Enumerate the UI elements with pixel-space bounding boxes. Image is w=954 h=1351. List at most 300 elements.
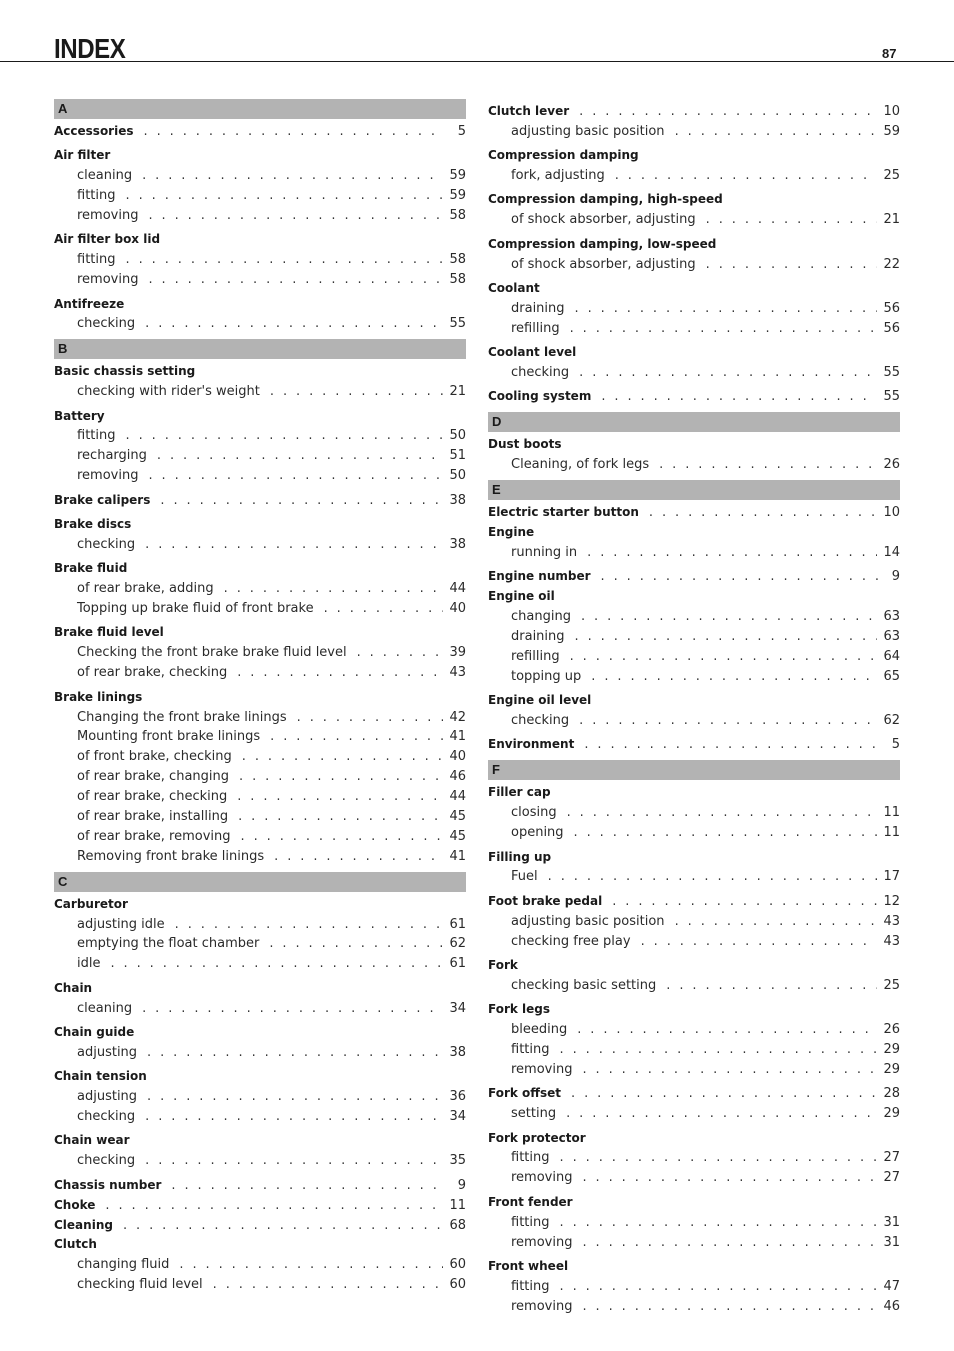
index-entry — [54, 143, 466, 163]
dot-leader — [148, 208, 443, 223]
index-subentry — [54, 312, 466, 332]
index-subterm: refilling — [511, 648, 560, 664]
index-page-number: 34 — [449, 1000, 466, 1016]
index-subterm: removing — [511, 1234, 573, 1250]
index-subterm: setting — [511, 1106, 557, 1122]
index-entry — [54, 1193, 466, 1213]
dot-leader — [675, 124, 878, 139]
dot-leader — [579, 713, 877, 728]
index-subentry — [488, 708, 900, 728]
dot-leader — [144, 124, 445, 139]
index-subterm: adjusting basic position — [511, 913, 665, 929]
index-page-number: 11 — [449, 1197, 466, 1213]
index-page-number: 26 — [883, 457, 900, 473]
index-page-number: 5 — [457, 123, 466, 139]
index-subentry — [488, 644, 900, 664]
dot-leader — [582, 1235, 877, 1250]
index-subterm: fitting — [77, 252, 116, 268]
dot-leader — [145, 1109, 443, 1124]
index-entry — [54, 976, 466, 996]
index-subterm: fitting — [511, 1042, 550, 1058]
index-page-number: 59 — [883, 123, 900, 139]
index-entry — [54, 404, 466, 424]
index-term: Fork — [488, 957, 518, 972]
index-subterm: of rear brake, checking — [77, 789, 228, 805]
index-subentry — [54, 203, 466, 223]
index-entry — [488, 1254, 900, 1274]
index-subentry — [488, 296, 900, 316]
index-subterm: checking basic setting — [511, 977, 657, 993]
index-page-number: 25 — [883, 168, 900, 184]
index-page-number: 59 — [449, 168, 466, 184]
index-page-number: 36 — [449, 1089, 466, 1105]
index-term: Chassis number — [54, 1177, 162, 1192]
index-entry — [488, 385, 900, 405]
index-subentry — [488, 973, 900, 993]
index-subterm: fitting — [511, 1278, 550, 1294]
index-page-number: 27 — [883, 1170, 900, 1186]
index-page-number: 25 — [883, 977, 900, 993]
dot-leader — [105, 1198, 443, 1213]
index-page-number: 31 — [883, 1234, 900, 1250]
index-page-number: 43 — [449, 665, 466, 681]
index-entry — [54, 556, 466, 576]
index-term: Front wheel — [488, 1258, 569, 1273]
dot-leader — [241, 829, 444, 844]
index-page-number: 21 — [449, 384, 466, 400]
index-entry — [488, 276, 900, 296]
index-page-number: 34 — [449, 1109, 466, 1125]
index-page-number: 63 — [883, 609, 900, 625]
index-subentry — [488, 163, 900, 183]
index-entry — [54, 227, 466, 247]
index-page-number: 56 — [883, 320, 900, 336]
index-page-number: 27 — [883, 1150, 900, 1166]
dot-leader — [706, 212, 878, 227]
dot-leader — [581, 609, 878, 624]
index-subentry — [54, 267, 466, 287]
index-term: Chain — [54, 980, 93, 995]
index-page-number: 63 — [883, 628, 900, 644]
index-term: Engine oil level — [488, 693, 592, 708]
index-subterm: refilling — [511, 320, 560, 336]
index-entry — [54, 685, 466, 705]
index-entry — [488, 584, 900, 604]
dot-leader — [175, 917, 444, 932]
dot-leader — [666, 978, 877, 993]
dot-leader — [237, 789, 443, 804]
index-subentry — [54, 744, 466, 764]
index-entry — [488, 500, 900, 520]
index-term: Accessories — [54, 123, 134, 138]
index-subterm: topping up — [511, 668, 582, 684]
index-term: Clutch — [54, 1237, 97, 1252]
index-subterm: of shock absorber, adjusting — [511, 256, 696, 272]
page-title: INDEX — [54, 33, 126, 64]
dot-leader — [147, 1089, 443, 1104]
dot-leader — [171, 1178, 444, 1193]
dot-leader — [584, 737, 878, 752]
index-subterm: checking — [511, 713, 570, 729]
index-term: Engine number — [488, 569, 591, 584]
index-entry — [54, 1213, 466, 1233]
index-page-number: 47 — [883, 1278, 900, 1294]
index-subterm: checking — [77, 316, 136, 332]
index-page-number: 65 — [883, 668, 900, 684]
index-entry — [54, 1064, 466, 1084]
index-page-number: 22 — [883, 256, 900, 272]
index-subterm: checking — [77, 1153, 136, 1169]
index-page-number: 21 — [883, 212, 900, 228]
index-subentry — [488, 820, 900, 840]
index-term: Brake linings — [54, 689, 143, 704]
index-entry — [488, 889, 900, 909]
index-page-number: 45 — [449, 828, 466, 844]
index-term: Clutch lever — [488, 103, 570, 118]
index-page-number: 11 — [883, 825, 900, 841]
index-entry — [54, 1233, 466, 1253]
index-subterm: checking — [511, 365, 570, 381]
index-page-number: 40 — [449, 749, 466, 765]
index-page-number: 50 — [449, 468, 466, 484]
index-subentry — [54, 596, 466, 616]
index-term: Dust boots — [488, 437, 562, 452]
index-subterm: Topping up brake fluid of front brake — [77, 601, 314, 617]
index-entry — [54, 892, 466, 912]
index-page-number: 58 — [449, 207, 466, 223]
dot-leader — [548, 869, 878, 884]
dot-leader — [574, 825, 878, 840]
dot-leader — [601, 389, 877, 404]
index-term: Chain guide — [54, 1025, 135, 1040]
dot-leader — [274, 849, 443, 864]
index-subentry — [54, 912, 466, 932]
index-subterm: cleaning — [77, 1000, 133, 1016]
index-term: Electric starter button — [488, 505, 639, 520]
dot-leader — [357, 645, 444, 660]
index-subentry — [54, 824, 466, 844]
index-term: Fork legs — [488, 1002, 551, 1017]
index-subentry — [488, 360, 900, 380]
index-column-right — [488, 99, 900, 1314]
dot-leader — [566, 1106, 877, 1121]
dot-leader — [269, 936, 443, 951]
index-page-number: 26 — [883, 1022, 900, 1038]
dot-leader — [560, 1150, 878, 1165]
index-page-number: 44 — [449, 581, 466, 597]
dot-leader — [148, 468, 443, 483]
dot-leader — [145, 1153, 443, 1168]
index-page-number: 17 — [883, 869, 900, 885]
index-page-number: 41 — [449, 729, 466, 745]
dot-leader — [142, 168, 443, 183]
index-page-number: 64 — [883, 648, 900, 664]
index-entry — [488, 1190, 900, 1210]
index-subentry — [54, 163, 466, 183]
section-letter-a: A — [54, 99, 466, 119]
dot-leader — [224, 581, 444, 596]
dot-leader — [582, 1299, 877, 1314]
dot-leader — [582, 1062, 877, 1077]
index-page-number: 55 — [883, 365, 900, 381]
index-subterm: idle — [77, 956, 101, 972]
index-page-number: 60 — [449, 1277, 466, 1293]
index-page-number: 62 — [883, 713, 900, 729]
dot-leader — [148, 272, 443, 287]
dot-leader — [615, 168, 878, 183]
dot-leader — [570, 649, 878, 664]
index-subentry — [488, 1210, 900, 1230]
dot-leader — [160, 493, 443, 508]
index-subentry — [488, 1274, 900, 1294]
index-subentry — [54, 443, 466, 463]
index-subentry — [54, 932, 466, 952]
dot-leader — [706, 257, 878, 272]
dot-leader — [123, 1218, 444, 1233]
index-entry — [54, 1020, 466, 1040]
index-page-number: 38 — [449, 492, 466, 508]
index-subterm: Removing front brake linings — [77, 848, 265, 864]
dot-leader — [579, 365, 877, 380]
index-subentry — [54, 996, 466, 1016]
index-page-number: 46 — [449, 769, 466, 785]
index-page-number: 50 — [449, 428, 466, 444]
index-subterm: of front brake, checking — [77, 749, 232, 765]
index-subentry — [488, 604, 900, 624]
index-page-number: 55 — [449, 316, 466, 332]
index-entry — [488, 564, 900, 584]
index-page-number: 29 — [883, 1106, 900, 1122]
index-entry — [488, 845, 900, 865]
index-page-number: 38 — [449, 536, 466, 552]
index-subterm: Cleaning, of fork legs — [511, 457, 650, 473]
index-subentry — [488, 207, 900, 227]
index-subentry — [488, 1101, 900, 1121]
dot-leader — [560, 1215, 878, 1230]
index-subterm: fitting — [511, 1214, 550, 1230]
index-subterm: of rear brake, adding — [77, 581, 214, 597]
index-subterm: recharging — [77, 448, 147, 464]
index-subterm: running in — [511, 544, 578, 560]
index-subentry — [488, 252, 900, 272]
section-letter-d: D — [488, 412, 900, 432]
index-page-number: 14 — [883, 544, 900, 560]
index-page-number: 10 — [883, 103, 900, 119]
index-entry — [54, 359, 466, 379]
index-subterm: checking — [77, 536, 136, 552]
index-subentry — [488, 1165, 900, 1185]
dot-leader — [145, 316, 443, 331]
index-subterm: Mounting front brake linings — [77, 729, 261, 745]
index-term: Battery — [54, 408, 105, 423]
index-entry — [488, 232, 900, 252]
index-subterm: adjusting — [77, 1044, 138, 1060]
index-entry — [54, 1173, 466, 1193]
index-subterm: removing — [511, 1170, 573, 1186]
index-term: Foot brake pedal — [488, 893, 603, 908]
index-term: Cooling system — [488, 389, 592, 404]
index-term: Filling up — [488, 849, 552, 864]
index-term: Antifreeze — [54, 296, 125, 311]
index-subterm: checking with rider's weight — [77, 384, 260, 400]
index-term: Compression damping, high-speed — [488, 192, 723, 207]
index-subentry — [488, 800, 900, 820]
index-term: Fork protector — [488, 1130, 586, 1145]
dot-leader — [575, 629, 878, 644]
index-subentry — [488, 452, 900, 472]
dot-leader — [577, 1022, 877, 1037]
index-column-left — [54, 99, 466, 1292]
index-page-number: 42 — [449, 709, 466, 725]
index-term: Air filter — [54, 148, 111, 163]
dot-leader — [297, 710, 444, 725]
index-subentry — [54, 1252, 466, 1272]
index-subterm: draining — [511, 300, 565, 316]
dot-leader — [649, 505, 878, 520]
index-page-number: 61 — [449, 916, 466, 932]
index-term: Basic chassis setting — [54, 364, 196, 379]
index-page-number: 12 — [883, 893, 900, 909]
index-subentry — [488, 865, 900, 885]
index-subterm: removing — [77, 468, 139, 484]
index-term: Carburetor — [54, 896, 128, 911]
index-entry — [488, 780, 900, 800]
index-term: Brake fluid level — [54, 625, 164, 640]
index-subterm: adjusting basic position — [511, 123, 665, 139]
index-page-number: 9 — [891, 569, 900, 585]
dot-leader — [591, 669, 877, 684]
index-entry — [54, 621, 466, 641]
index-subentry — [488, 119, 900, 139]
index-subentry — [54, 705, 466, 725]
index-subterm: removing — [77, 272, 139, 288]
index-page-number: 9 — [457, 1177, 466, 1193]
index-term: Cleaning — [54, 1217, 113, 1232]
dot-leader — [157, 448, 444, 463]
index-term: Filler cap — [488, 785, 551, 800]
index-subterm: changing fluid — [77, 1257, 170, 1273]
index-term: Brake calipers — [54, 492, 151, 507]
dot-leader — [567, 805, 878, 820]
dot-leader — [560, 1042, 878, 1057]
index-subentry — [54, 1040, 466, 1060]
index-term: Brake fluid — [54, 561, 128, 576]
index-page-number: 60 — [449, 1257, 466, 1273]
dot-leader — [612, 894, 877, 909]
dot-leader — [179, 1257, 443, 1272]
index-page-number: 29 — [883, 1061, 900, 1077]
dot-leader — [675, 914, 878, 929]
index-subentry — [54, 725, 466, 745]
index-page-number: 59 — [449, 188, 466, 204]
index-page-number: 44 — [449, 789, 466, 805]
index-subentry — [54, 784, 466, 804]
index-entry — [54, 488, 466, 508]
index-term: Compression damping — [488, 148, 639, 163]
index-subterm: checking — [77, 1109, 136, 1125]
index-subterm: emptying the float chamber — [77, 936, 260, 952]
page-header — [0, 0, 954, 62]
index-subterm: changing — [511, 609, 571, 625]
index-term: Air filter box lid — [54, 232, 161, 247]
index-page-number: 68 — [449, 1217, 466, 1233]
index-entry — [488, 188, 900, 208]
dot-leader — [142, 1001, 443, 1016]
index-entry — [488, 99, 900, 119]
index-term: Chain tension — [54, 1069, 147, 1084]
index-subentry — [54, 951, 466, 971]
index-subterm: draining — [511, 628, 565, 644]
index-page-number: 56 — [883, 300, 900, 316]
dot-leader — [145, 537, 443, 552]
index-page-number: 35 — [449, 1153, 466, 1169]
index-subentry — [488, 540, 900, 560]
index-subterm: removing — [511, 1061, 573, 1077]
index-term: Front fender — [488, 1194, 573, 1209]
dot-leader — [582, 1170, 877, 1185]
dot-leader — [147, 1045, 443, 1060]
index-subterm: Changing the front brake linings — [77, 709, 287, 725]
index-subterm: Fuel — [511, 869, 538, 885]
index-entry — [488, 733, 900, 753]
index-subentry — [488, 1294, 900, 1314]
index-page-number: 43 — [883, 933, 900, 949]
index-subentry — [488, 1017, 900, 1037]
index-subterm: closing — [511, 805, 557, 821]
index-subterm: opening — [511, 825, 564, 841]
dot-leader — [270, 384, 444, 399]
index-page-number: 5 — [891, 737, 900, 753]
index-term: Environment — [488, 737, 575, 752]
index-subentry — [54, 844, 466, 864]
index-subentry — [488, 929, 900, 949]
index-page-number: 61 — [449, 956, 466, 972]
dot-leader — [242, 749, 444, 764]
dot-leader — [270, 729, 443, 744]
index-term: Engine oil — [488, 589, 555, 604]
index-subentry — [488, 316, 900, 336]
index-entry — [488, 432, 900, 452]
dot-leader — [126, 188, 444, 203]
page-number: 87 — [882, 46, 897, 61]
index-page-number: 58 — [449, 252, 466, 268]
index-subentry — [54, 1148, 466, 1168]
index-subterm: fitting — [77, 188, 116, 204]
index-subentry — [488, 1146, 900, 1166]
dot-leader — [579, 104, 877, 119]
dot-leader — [110, 956, 443, 971]
index-subentry — [54, 804, 466, 824]
index-page-number: 11 — [883, 805, 900, 821]
index-subterm: Checking the front brake brake fluid level — [77, 645, 347, 661]
index-subterm: checking free play — [511, 933, 631, 949]
index-term: Choke — [54, 1197, 96, 1212]
section-letter-c: C — [54, 872, 466, 892]
index-entry — [54, 512, 466, 532]
index-subentry — [488, 624, 900, 644]
index-subterm: of rear brake, removing — [77, 828, 231, 844]
dot-leader — [213, 1277, 444, 1292]
index-entry — [488, 1081, 900, 1101]
section-letter-f: F — [488, 760, 900, 780]
dot-leader — [238, 809, 443, 824]
index-subentry — [54, 379, 466, 399]
index-subterm: of shock absorber, adjusting — [511, 212, 696, 228]
index-subterm: cleaning — [77, 168, 133, 184]
dot-leader — [587, 545, 877, 560]
index-page-number: 51 — [449, 448, 466, 464]
index-subentry — [54, 183, 466, 203]
